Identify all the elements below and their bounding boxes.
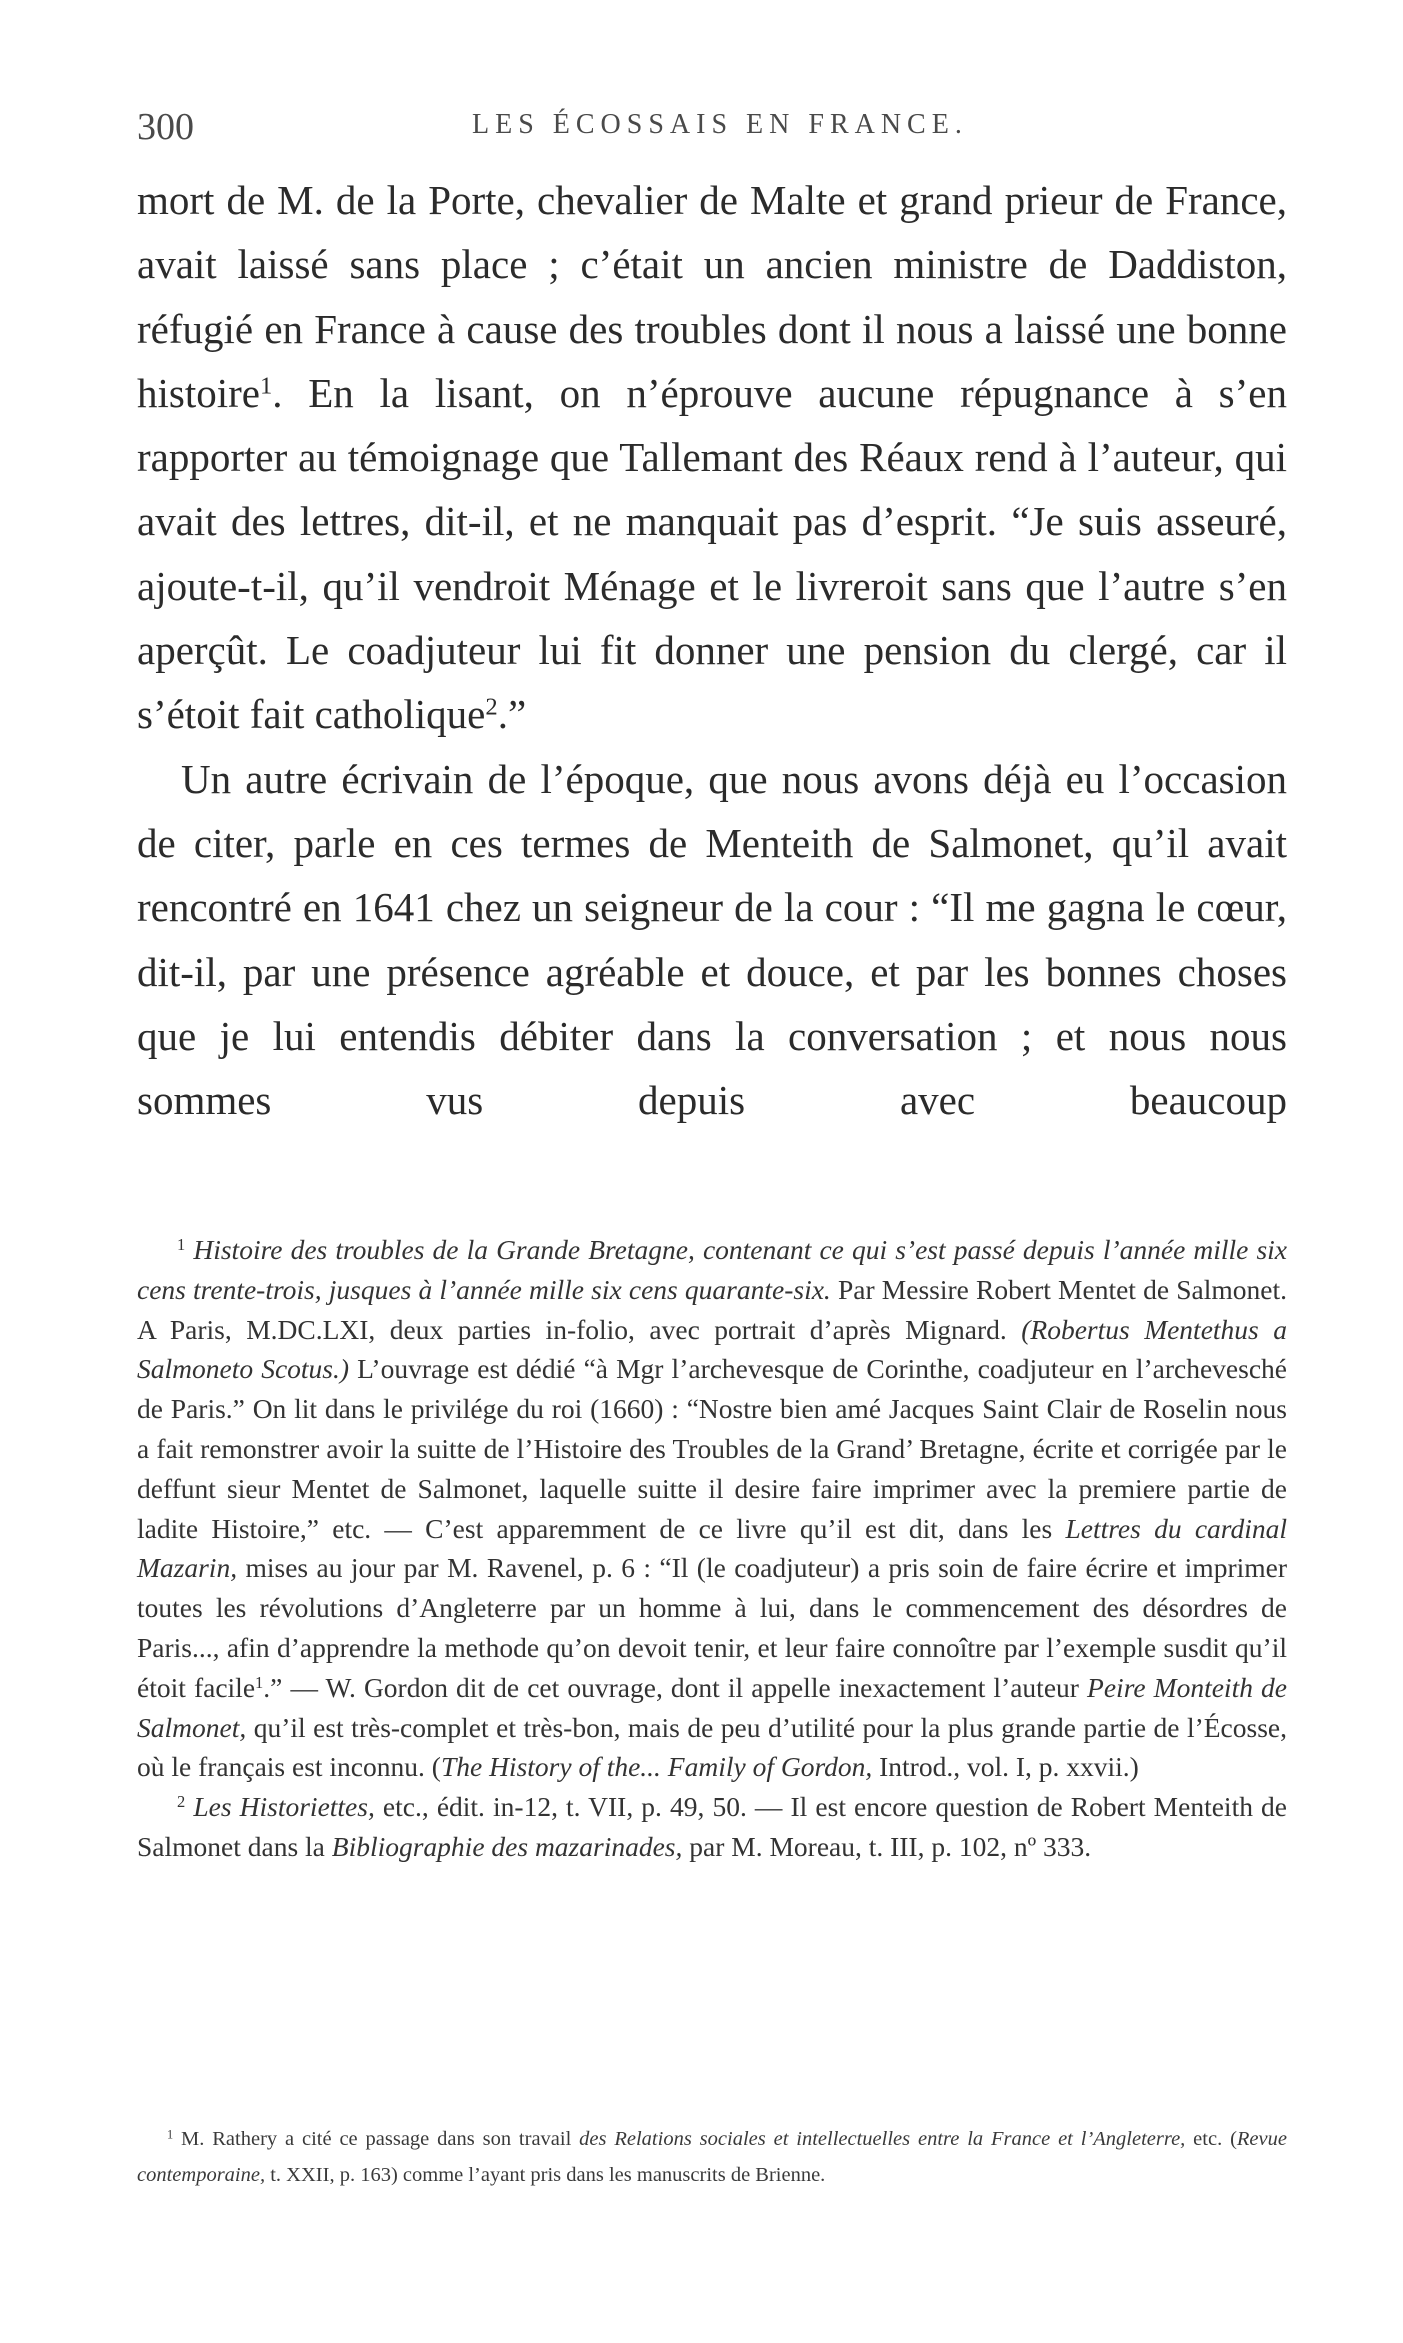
footnote-1-italic-4: The History of the... Family of Gordon, [440, 1751, 873, 1783]
sub-footnote-text-3: t. XXII, p. 163) comme l’ayant pris dans les manuscrits de Brienne. [265, 2164, 826, 2186]
footnote-1-text-5: qu’il est très-complet et très-bon, mais de peu d’utilité pour la plus grande partie de l’Écosse, où le français est inconnu. ( [137, 1711, 1287, 1783]
sub-footnote [137, 2121, 1287, 2193]
footnote-2-marker: 2 [177, 1792, 186, 1812]
paragraph-2: Un autre écrivain de l’époque, que nous avons déjà eu l’occasion de citer, parle en ces termes de Menteith de Salmonet, qu’il avait rencontré en 1641 chez un seigneur de la cour : “Il me gagna le cœur, dit-il, par une présence agréable et douce, et par les bonnes choses que je lui entendis débiter dans la conversation ; et nous nous sommes vus depuis avec beaucoup [137, 755, 1287, 1124]
footnote-2-italic-1: Les Historiettes, [193, 1791, 375, 1823]
paragraph-1-part-b: . En la lisant, on n’éprouve aucune répugnance à s’en rapporter au témoignage que Tallemant des Réaux rend à l’auteur, qui avait des lettres, dit-il, et ne manquait pas d’esprit. “Je suis asseuré, ajoute-t-il, qu’il vendroit Ménage et le livreroit sans que l’autre s’en aperçût. Le coadjuteur lui fit donner une pension du clergé, car il s’étoit fait catholique [137, 369, 1287, 738]
footnote-ref-1: 1 [259, 372, 273, 400]
sub-footnote-italic-1: des Relations sociales et intellectuelles entre la France et l’Angleterre, [579, 2128, 1186, 2150]
footnote-1-subref: 1 [255, 1672, 264, 1692]
footnote-2 [137, 1787, 1287, 1867]
page-header [137, 105, 1287, 151]
running-title: LES ÉCOSSAIS EN FRANCE. [472, 109, 968, 140]
sub-footnote-1 [137, 2121, 1287, 2193]
footnote-1-text-4: .” — W. Gordon dit de cet ouvrage, dont il appelle inexactement l’auteur [263, 1671, 1088, 1703]
paragraph-1-part-a: mort de M. de la Porte, chevalier de Malte et grand prieur de France, avait laissé sans place ; c’était un ancien ministre de Daddiston, réfugié en France à cause des troubles dont il nous a laissé une bonne histoire [137, 177, 1287, 416]
paragraph-1 [137, 168, 1287, 747]
footnote-1-text-2: L’ouvrage est dédié “à Mgr l’archevesque de Corinthe, coadjuteur en l’archevesché de Paris.” On lit dans le privilége du roi (1660) : “Nostre bien amé Jacques Saint Clair de Roselin nous a fait remonstrer avoir la suitte de l’Histoire des Troubles de la Grand’ Bretagne, écrite et corrigée par le deffunt sieur Mentet de Salmonet, laquelle suitte il desire faire imprimer avec la premiere partie de ladite Histoire,” etc. — C’est apparemment de ce livre qu’il est dit, dans les [137, 1353, 1288, 1544]
footnote-2-text-2: par M. Moreau, t. III, p. 102, nº 333. [682, 1830, 1092, 1862]
footnote-ref-2: 2 [485, 693, 498, 721]
page-number: 300 [137, 106, 194, 148]
footnote-1-italic-3: Peire Monteith de Salmonet, [137, 1671, 1288, 1743]
sub-footnote-text-1: M. Rathery a cité ce passage dans son travail [173, 2128, 580, 2150]
sub-footnote-text-2: etc. ( [1185, 2128, 1237, 2150]
paragraph-1-part-c: .” [497, 691, 527, 738]
sub-footnote-italic-2: Revue contemporaine, [137, 2128, 1287, 2186]
main-text [137, 168, 1287, 1132]
footnote-1-text-3: mises au jour par M. Ravenel, p. 6 : “Il (le coadjuteur) a pris soin de faire écrire et imprimer toutes les révolutions d’Angleterre par un homme à lui, dans le commencement des désordres de Paris..., afin d’apprendre la methode qu’on devoit tenir, et leur faire connoître par l’exemple susdit qu’il étoit facile [137, 1552, 1287, 1703]
footnote-1-italic-1: (Robertus Mentethus a Salmoneto Scotus.) [137, 1313, 1287, 1385]
footnote-2-italic-2: Bibliographie des mazarinades, [331, 1830, 683, 1862]
footnotes [137, 1230, 1287, 1867]
footnote-1-title: Histoire des troubles de la Grande Bretagne, contenant ce qui s’est passé depuis l’année mille six cens trente-trois, jusques à l’année mille six cens quarante-six. [137, 1234, 1288, 1305]
footnote-1-text-1: Par Messire Robert Mentet de Salmonet. A Paris, M.DC.LXI, deux parties in-folio, avec portrait d’après Mignard. [137, 1273, 1287, 1345]
footnote-1-italic-2: Lettres du cardinal Mazarin, [137, 1512, 1288, 1584]
footnote-1-marker: 1 [177, 1234, 186, 1254]
footnote-1-text-6: Introd., vol. I, p. xxvii.) [872, 1751, 1139, 1783]
footnote-1 [137, 1230, 1287, 1787]
footnote-2-text-1: etc., édit. in-12, t. VII, p. 49, 50. — Il est encore question de Robert Menteith de Salmonet dans la [137, 1791, 1288, 1862]
sub-footnote-marker: 1 [167, 2127, 174, 2142]
